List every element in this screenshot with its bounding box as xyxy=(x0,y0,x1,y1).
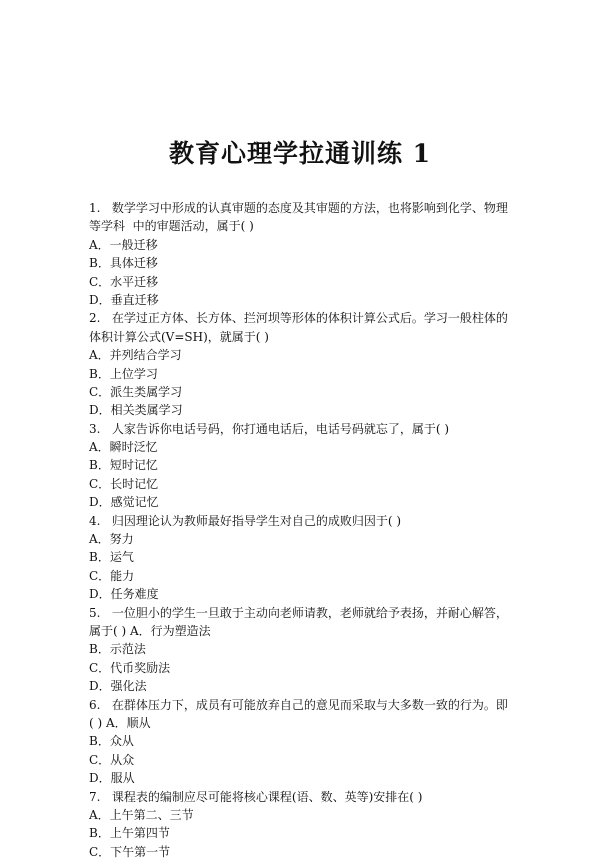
question-1-line-1: 1. 数学学习中形成的认真审题的态度及其审题的方法，也将影响到化学、物理 xyxy=(89,201,508,215)
question-7-option-b: B．上午第四节 xyxy=(89,826,170,841)
question-5-line-1: 5. 一位胆小的学生一旦敢于主动向老师请教，老师就给予表扬，并耐心解答， xyxy=(89,605,508,620)
question-4-line-1: 4. 归因理论认为教师最好指导学生对自己的成败归因于( ) xyxy=(89,513,402,528)
question-2-option-d: D．相关类属学习 xyxy=(89,403,183,418)
question-5-line-2: 属于( ) A．行为塑造法 xyxy=(89,623,211,638)
question-1-line-2: 等学科 中的审题活动，属于( ) xyxy=(89,219,254,234)
document-body xyxy=(89,199,529,861)
question-7-line-1: 7. 课程表的编制应尽可能将核心课程(语、数、英等)安排在( ) xyxy=(89,789,423,804)
question-1-option-b: B．具体迁移 xyxy=(89,256,158,271)
document-title: 教育心理学拉通训练 1 xyxy=(168,139,432,168)
question-7-option-c: C．下午第一节 xyxy=(89,844,171,859)
question-5-option-d: D．强化法 xyxy=(89,679,147,694)
question-2-line-1: 2. 在学过正方体、长方体、拦河坝等形体的体积计算公式后。学习一般柱体的 xyxy=(89,311,508,326)
question-6-line-2: ( ) A．顺从 xyxy=(89,715,151,730)
question-6-line-1: 6. 在群体压力下，成员有可能放弃自己的意见而采取与大多数一致的行为。即 xyxy=(89,697,508,712)
question-3-line-1: 3. 人家告诉你电话号码，你打通电话后，电话号码就忘了，属于( ) xyxy=(89,421,450,436)
question-3-option-d: D．感觉记忆 xyxy=(89,495,159,510)
question-2-option-a: A．并列结合学习 xyxy=(89,348,182,363)
question-5-option-b: B．示范法 xyxy=(89,642,146,657)
question-1-option-a: A．一般迁移 xyxy=(89,237,158,252)
question-1-option-c: C．水平迁移 xyxy=(89,274,159,289)
question-4-option-c: C．能力 xyxy=(89,568,135,583)
question-4-option-d: D．任务难度 xyxy=(89,587,159,602)
question-6-option-b: B．众从 xyxy=(89,734,134,749)
question-6-option-c: C．从众 xyxy=(89,752,135,767)
question-4-option-b: B．运气 xyxy=(89,550,134,565)
question-7-option-a: A．上午第二、三节 xyxy=(89,807,194,822)
question-2-line-2: 体积计算公式(V=SH)，就属于( ) xyxy=(89,329,269,344)
question-4-option-a: A．努力 xyxy=(89,532,134,547)
question-3-option-a: A．瞬时泛忆 xyxy=(89,440,158,455)
question-5-option-c: C．代币奖励法 xyxy=(89,660,171,675)
question-1-option-d: D．垂直迁移 xyxy=(89,292,159,307)
question-3-option-c: C．长时记忆 xyxy=(89,476,159,491)
question-2-option-c: C．派生类属学习 xyxy=(89,384,183,399)
question-3-option-b: B．短时记忆 xyxy=(89,458,158,473)
question-2-option-b: B．上位学习 xyxy=(89,366,158,381)
question-6-option-d: D．服从 xyxy=(89,771,135,786)
